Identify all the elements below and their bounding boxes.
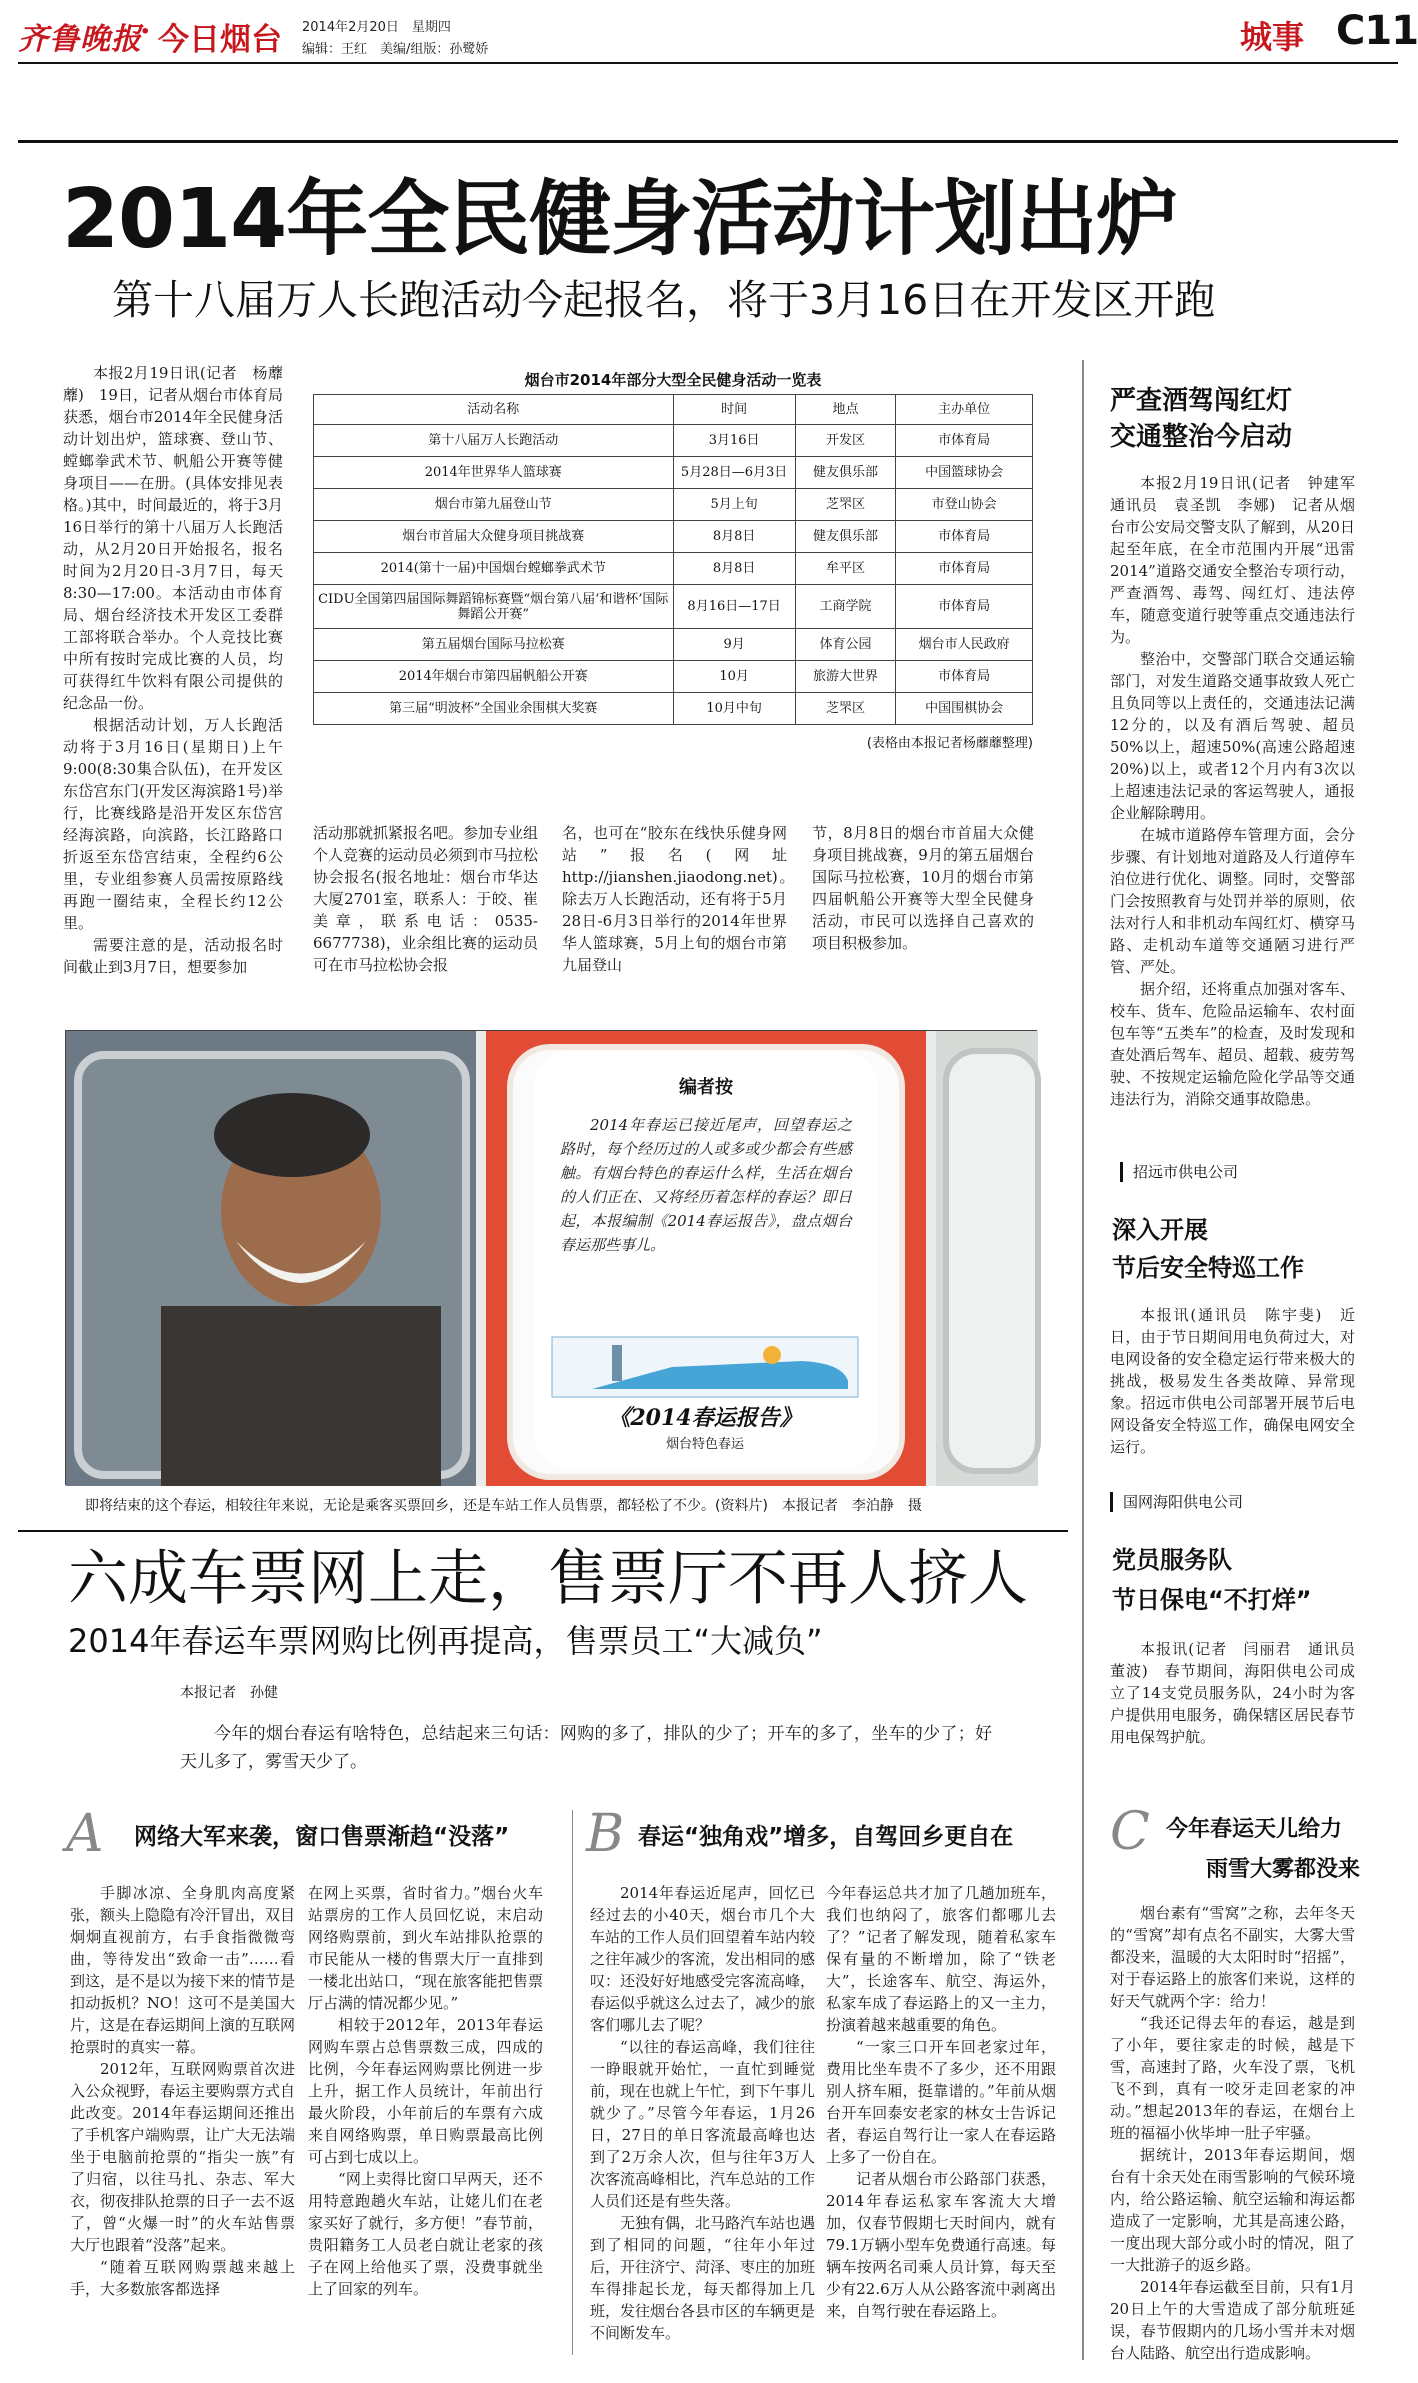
table-cell: 市登山协会 <box>896 489 1033 521</box>
table-cell: 中国篮球协会 <box>896 457 1033 489</box>
lead-headline: 2014年全民健身活动计划出炉 <box>62 172 1178 267</box>
table-header: 主办单位 <box>896 395 1033 425</box>
story-paragraph: 在网上买票，省时省力。”烟台火车站票房的工作人员回忆说，末启动网络购票前，到火车站排队抢票的市民能从一楼的售票大厅一直排到一楼北出站口，“现在旅客能把售票厅占满的情况都少见。” <box>308 1884 543 2012</box>
table-cell: 5月28日—6月3日 <box>673 457 795 489</box>
activity-table <box>313 394 1033 725</box>
section-b-header <box>586 1804 1056 1864</box>
section-c-header <box>1110 1802 1390 1892</box>
table-cell: 健友俱乐部 <box>795 457 896 489</box>
activity-table-box <box>313 366 1033 759</box>
report-logo-subtitle: 烟台特色春运 <box>665 1437 744 1452</box>
table-row <box>314 629 1033 661</box>
table-header: 时间 <box>673 395 795 425</box>
table-row <box>314 661 1033 693</box>
section-a-column-2 <box>308 1882 543 2367</box>
report-logo-title: 《2014春运报告》 <box>608 1405 802 1431</box>
section-c-title-line-2: 雨雪大雾都没来 <box>1206 1857 1361 1882</box>
story-paragraph: 2014年春运近尾声，回忆已经过去的小40天，烟台市几个大车站的工作人员们回望着车站内较之往年减少的客流，发出相同的感叹：还没好好地感受完客流高峰，春运似乎就这么过去了，减少的旅客们哪儿去了呢？ <box>590 1884 816 2034</box>
table-cell: 市体育局 <box>896 425 1033 457</box>
table-header: 地点 <box>795 395 896 425</box>
story-paragraph: “我还记得去年的春运，越是到了小年，要往家走的时候，越是下雪，高速封了路，火车没了票，飞机飞不到，真有一咬牙走回老家的冲动。”想起2013年的春运，在烟台上班的福福小伙毕坤一肚子牢骚。 <box>1110 2014 1355 2142</box>
section-a-title: 网络大军来袭，窗口售票渐趋“没落” <box>134 1824 510 1850</box>
table-cell: CIDU全国第四届国际舞蹈锦标赛暨“烟台第八届‘和谐杯’国际舞蹈公开赛” <box>314 585 674 629</box>
editors-line: 编辑：王红 美编/组版：孙鹭娇 <box>302 42 489 57</box>
table-cell: 芝罘区 <box>795 693 896 725</box>
editor-note-title: 编者按 <box>679 1077 733 1098</box>
table-header: 活动名称 <box>314 395 674 425</box>
story-paragraph: “以往的春运高峰，我们往往一睁眼就开始忙，一直忙到睡觉前，现在也就上午忙，到下午事儿就少了。”尽管今年春运，1月26日，27日的单日客流最高峰也达到了2万余人次，但与往年3万人次客流高峰相比，汽车总站的工作人员们还是有些失落。 <box>590 2038 816 2210</box>
editor-note-box <box>534 1051 878 1469</box>
table-cell: 工商学院 <box>795 585 896 629</box>
story-paragraph: 据统计，2013年春运期间，烟台有十余天处在雨雪影响的气候环境内，给公路运输、航空运输和海运都造成了一定影响，尤其是高速公路，一度出现大部分或小时的情况，阻了一大批游子的返乡路。 <box>1110 2146 1355 2274</box>
lead-column-2: 活动那就抓紧报名吧。参加专业组个人竞赛的运动员必须到市马拉松协会报名(报名地址：烟台市华达大厦2701室，联系人：于皎、崔美章，联系电话：0535-6677738)，业余组比赛的运动员可在市马拉松协会报 <box>313 824 539 974</box>
table-cell: 开发区 <box>795 425 896 457</box>
photo-caption-rule <box>18 1530 1068 1532</box>
page-number: C11 <box>1336 8 1418 54</box>
table-cell: 2014年世界华人篮球赛 <box>314 457 674 489</box>
editor-note-text: 2014年春运已接近尾声，回望春运之路时，每个经历过的人或多或少都会有些感触。有烟台特色的春运什么样，生活在烟台的人们正在、又将经历着怎样的春运？即日起，本报编制《2014春运报告》，盘点烟台春运那些事儿。 <box>560 1116 852 1254</box>
table-title: 烟台市2014年部分大型全民健身活动一览表 <box>524 371 822 389</box>
masthead-rule <box>18 62 1398 64</box>
story-paragraph: 今年春运总共才加了几趟加班车，我们也纳闷了，旅客们都哪儿去了？”记者了解发现，随着私家车保有量的不断增加，除了“铁老大”，长途客车、航空、海运外，私家车成了春运路上的又一主力，扮演着越来越重要的角色。 <box>826 1884 1056 2034</box>
table-cell: 10月 <box>673 661 795 693</box>
table-cell: 烟台市第九届登山节 <box>314 489 674 521</box>
table-row <box>314 489 1033 521</box>
sidebar-3-title-line-1: 党员服务队 <box>1112 1546 1232 1574</box>
story-paragraph: “网上卖得比窗口早两天，还不用特意跑趟火车站，让姥儿们在老家买好了就行，多方便！”春节前，贵阳籍务工人员老白就让老家的孩子在网上给他买了票，没费事就坐上了回家的列车。 <box>308 2170 543 2298</box>
story2-intro: 今年的烟台春运有啥特色，总结起来三句话：网购的多了，排队的少了；开车的多了，坐车的少了；好天儿多了，雾雪天少了。 <box>180 1724 992 1772</box>
top-double-rule <box>18 140 1398 143</box>
sidebar-paragraph: 整治中，交警部门联合交通运输部门，对发生道路交通事故致人死亡且负同等以上责任的，交通违法记满12分的，以及有酒后驾驶、超员50%以上，超速50%(高速公路超速20%)以上，或者12个月内有3次以上超速违法记录的客运驾驶人，通报企业解除聘用。 <box>1110 650 1355 822</box>
section-letter-c: C <box>1110 1802 1150 1862</box>
sidebar-paragraph: 本报2月19日讯(记者 钟建军 通讯员 袁圣凯 李娜) 记者从烟台市公安局交警支队了解到，从20日起至年底，在全市范围内开展“迅雷2014”道路交通安全整治专项行动，严查酒驾、毒驾、闯红灯、违法停车，随意变道行驶等重点交通违法行为。 <box>1110 474 1371 646</box>
sidebar-1-body <box>1110 472 1371 1152</box>
issue-date: 2014年2月20日 星期四 <box>302 20 451 35</box>
table-cell: 2014(第十一届)中国烟台螳螂拳武术节 <box>314 553 674 585</box>
table-cell: 8月8日 <box>673 521 795 553</box>
table-note: (表格由本报记者杨蘼蘼整理) <box>866 736 1033 751</box>
story2-byline: 本报记者 孙健 <box>180 1685 278 1701</box>
sidebar-2-title-line-2: 节后安全特巡工作 <box>1112 1254 1304 1282</box>
story-paragraph: 记者从烟台市公路部门获悉，2014年春运私家车客流大大增加，仅春节假期七天时间内，就有79.1万辆小型车免费通行高速。每辆车按两名司乘人员计算，每天至少有22.6万人从公路客流中剥离出来，自驾行驶在春运路上。 <box>826 2170 1056 2320</box>
sidebar-1-title-line-1: 严查酒驾闯红灯 <box>1110 386 1293 416</box>
table-row <box>314 521 1033 553</box>
lead-column-3: 名，也可在“胶东在线快乐健身网站”报名(网址http://jianshen.jiaodong.net)。 除去万人长跑活动，还有将于5月28日-6月3日举行的2014年世界华人篮球赛，5月上旬的烟台市第九届登山 <box>562 824 818 974</box>
table-header-row <box>314 395 1033 425</box>
lead-paragraph: 需要注意的是，活动报名时间截止到3月7日，想要参加 <box>63 936 283 976</box>
story-paragraph: “一家三口开车回老家过年，费用比坐车贵不了多少，还不用跟别人挤车厢，挺靠谱的。”年前从烟台开车回泰安老家的林女士告诉记者，春运自驾行让一家人在春运路上多了一份自在。 <box>826 2038 1056 2166</box>
table-cell: 市体育局 <box>896 661 1033 693</box>
sidebar-1-title-line-2: 交通整治今启动 <box>1110 422 1293 452</box>
sidebar-paragraph: 据介绍，还将重点加强对客车、校车、货车、危险品运输车、农村面包车等“五类车”的检查，及时发现和查处酒后驾车、超员、超载、疲劳驾驶、不按规定运输危险化学品等交通违法行为，消除交通事故隐患。 <box>1110 980 1355 1108</box>
masthead-separator: · <box>140 14 151 49</box>
table-cell: 3月16日 <box>673 425 795 457</box>
table-cell: 8月8日 <box>673 553 795 585</box>
section-b-column-2 <box>826 1882 1056 2367</box>
masthead <box>0 0 1417 75</box>
table-cell: 2014年烟台市第四届帆船公开赛 <box>314 661 674 693</box>
story-paragraph: 2014年春运截至目前，只有1月20日上午的大雪造成了部分航班延误，春节假期内的几场小雪并未对烟台人陆路、航空出行造成影响。 <box>1110 2278 1355 2362</box>
photo-caption: 即将结束的这个春运，相较往年来说，无论是乘客买票回乡，还是车站工作人员售票，都轻松了不少。(资料片) 本报记者 李泊静 摄 <box>85 1498 922 1514</box>
table-cell: 市体育局 <box>896 585 1033 629</box>
lead-subhead: 第十八届万人长跑活动今起报名，将于3月16日在开发区开跑 <box>112 276 1216 324</box>
lead-column-1 <box>63 362 283 1002</box>
story-paragraph: 烟台素有“雪窝”之称，去年冬天的“雪窝”却有点名不副实，大雾大雪都没来，温暖的大太阳时时“招摇”，对于春运路上的旅客们来说，这样的好天气就两个字：给力！ <box>1110 1904 1355 2010</box>
table-cell: 旅游大世界 <box>795 661 896 693</box>
table-cell: 市体育局 <box>896 553 1033 585</box>
section-letter-a: A <box>66 1804 104 1864</box>
table-cell: 5月上旬 <box>673 489 795 521</box>
table-cell: 芝罘区 <box>795 489 896 521</box>
table-cell: 烟台市人民政府 <box>896 629 1033 661</box>
table-cell: 8月16日—17日 <box>673 585 795 629</box>
sidebar-3-tag: 国网海阳供电公司 <box>1110 1492 1243 1512</box>
section-a-header <box>66 1804 566 1864</box>
story2-col-divider <box>572 1810 573 2355</box>
edition-name: 今日烟台 <box>158 22 282 58</box>
table-cell: 烟台市首届大众健身项目挑战赛 <box>314 521 674 553</box>
table-row <box>314 585 1033 629</box>
table-cell: 体育公园 <box>795 629 896 661</box>
table-row <box>314 693 1033 725</box>
table-cell: 第五届烟台国际马拉松赛 <box>314 629 674 661</box>
story2-subhead: 2014年春运车票网购比例再提高，售票员工“大减负” <box>68 1622 823 1660</box>
photo-block <box>65 1030 1037 1485</box>
lead-paragraph: 本报2月19日讯(记者 杨蘼蘼) 19日，记者从烟台市体育局获悉，烟台市2014年全民健身活动计划出炉，篮球赛、登山节、螳螂拳武术节、帆船公开赛等健身项目——在册。(具体安排见表格。)其中，时间最近的，将于3月16日举行的第十八届万人长跑活动，从2月20日开始报名，报名时间为2月20日-3月7日，每天8:30—17:00。本活动由市体育局、烟台经济技术开发区工委群工部将联合举办。个人竞技比赛中所有按时完成比赛的人员，均可获得红牛饮料有限公司提供的纪念品一份。 <box>63 364 283 712</box>
story-paragraph: 无独有偶，北马路汽车站也遇到了相同的问题，“往年小年过后，开往济宁、菏泽、枣庄的加班车得排起长龙，每天都得加上几班，发往烟台各县市区的车辆更是不间断发车。 <box>590 2214 816 2342</box>
sidebar-3-body <box>1110 1638 1371 1788</box>
train-logo-icon <box>552 1337 858 1397</box>
table-row <box>314 457 1033 489</box>
section-b-title: 春运“独角戏”增多，自驾回乡更自在 <box>638 1824 1014 1850</box>
section-c-title-line-1: 今年春运天儿给力 <box>1166 1817 1343 1842</box>
section-a-column-1 <box>70 1882 295 2367</box>
spring-festival-logo <box>552 1337 858 1452</box>
table-row <box>314 553 1033 585</box>
section-c-column <box>1110 1902 1355 2367</box>
lead-column-4: 节，8月8日的烟台市首届大众健身项目挑战赛，9月的第五届烟台国际马拉松赛，10月的烟台市第四届帆船公开赛等大型全民健身活动，市民可以选择自己喜欢的项目积极参加。 <box>812 824 1034 952</box>
section-letter-b: B <box>586 1804 625 1864</box>
sidebar-2-body <box>1110 1304 1355 1484</box>
sidebar-paragraph: 本报讯(通讯员 陈宇斐) 近日，由于节日期间用电负荷过大，对电网设备的安全稳定运行带来极大的挑战，极易发生各类故障、异常现象。招远市供电公司部署开展节后电网设备安全特巡工作，确保电网安全运行。 <box>1110 1306 1355 1456</box>
table-cell: 中国围棋协会 <box>896 693 1033 725</box>
table-cell: 健友俱乐部 <box>795 521 896 553</box>
lead-paragraph: 根据活动计划，万人长跑活动将于3月16日(星期日)上午9:00(8:30集合队伍)，在开发区东岱宫东门(开发区海滨路1号)举行，比赛线路是沿开发区东岱宫经海滨路，向滨路，长江路路口折返至东岱宫结束，全程约6公里，专业组参赛人员需按原路线再跑一圈结束，全程长约12公里。 <box>63 716 283 932</box>
section-b-column-1 <box>590 1882 815 2367</box>
table-cell: 市体育局 <box>896 521 1033 553</box>
table-cell: 10月中旬 <box>673 693 795 725</box>
table-cell: 第三届“明波杯”全国业余围棋大奖赛 <box>314 693 674 725</box>
table-cell: 牟平区 <box>795 553 896 585</box>
sidebar-3-title-line-2: 节日保电“不打烊” <box>1112 1586 1312 1614</box>
table-row <box>314 425 1033 457</box>
story-paragraph: 2012年，互联网购票首次进入公众视野，春运主要购票方式自此改变。2014年春运期间还推出了手机客户端购票，让广大无法端坐于电脑前抢票的“指尖一族”有了归宿，以往马扎、杂志、军大衣，彻夜排队抢票的日子一去不返了，曾“火爆一时”的火车站售票大厅也跟着“没落”起来。 <box>70 2060 296 2254</box>
table-cell: 第十八届万人长跑活动 <box>314 425 674 457</box>
story2-headline: 六成车票网上走，售票厅不再人挤人 <box>68 1544 1028 1614</box>
story-paragraph: 手脚冰凉、全身肌肉高度紧张，额头上隐隐有冷汗冒出，双目炯炯直视前方，右手食指微微弯曲，等待发出“致命一击”……看到这，是不是以为接下来的情节是扣动扳机？NO！这可不是美国大片，这是在春运期间上演的互联网抢票时的真实一幕。 <box>70 1884 296 2056</box>
sidebar-2-tag: 招远市供电公司 <box>1120 1162 1238 1182</box>
section-name: 城事 <box>1240 18 1305 56</box>
story-paragraph: 相较于2012年，2013年春运网购车票占总售票数三成，四成的比例，今年春运网购票比例进一步上升，据工作人员统计，年前出行最火阶段，小年前后的车票有六成来自网络购票，单日购票最高比例可占到七成以上。 <box>308 2016 543 2166</box>
sidebar-divider <box>1082 360 1084 2360</box>
sidebar-paragraph: 在城市道路停车管理方面，会分步骤、有计划地对道路及人行道停车泊位进行优化、调整。同时，交警部门会按照教育与处罚并举的原则，依法对行人和非机动车闯红灯、横穿马路、走机动车道等交通陋习进行严管、严处。 <box>1110 826 1355 976</box>
sidebar-2-title-line-1: 深入开展 <box>1112 1216 1208 1244</box>
sidebar-paragraph: 本报讯(记者 闫丽君 通讯员 董波) 春节期间，海阳供电公司成立了14支党员服务队，24小时为客户提供用电服务，确保辖区居民春节用电保驾护航。 <box>1110 1640 1371 1746</box>
paper-logo: 齐鲁晚报 <box>18 22 142 57</box>
story-paragraph: “随着互联网购票越来越上手，大多数旅客都选择 <box>70 2258 295 2298</box>
table-cell: 9月 <box>673 629 795 661</box>
